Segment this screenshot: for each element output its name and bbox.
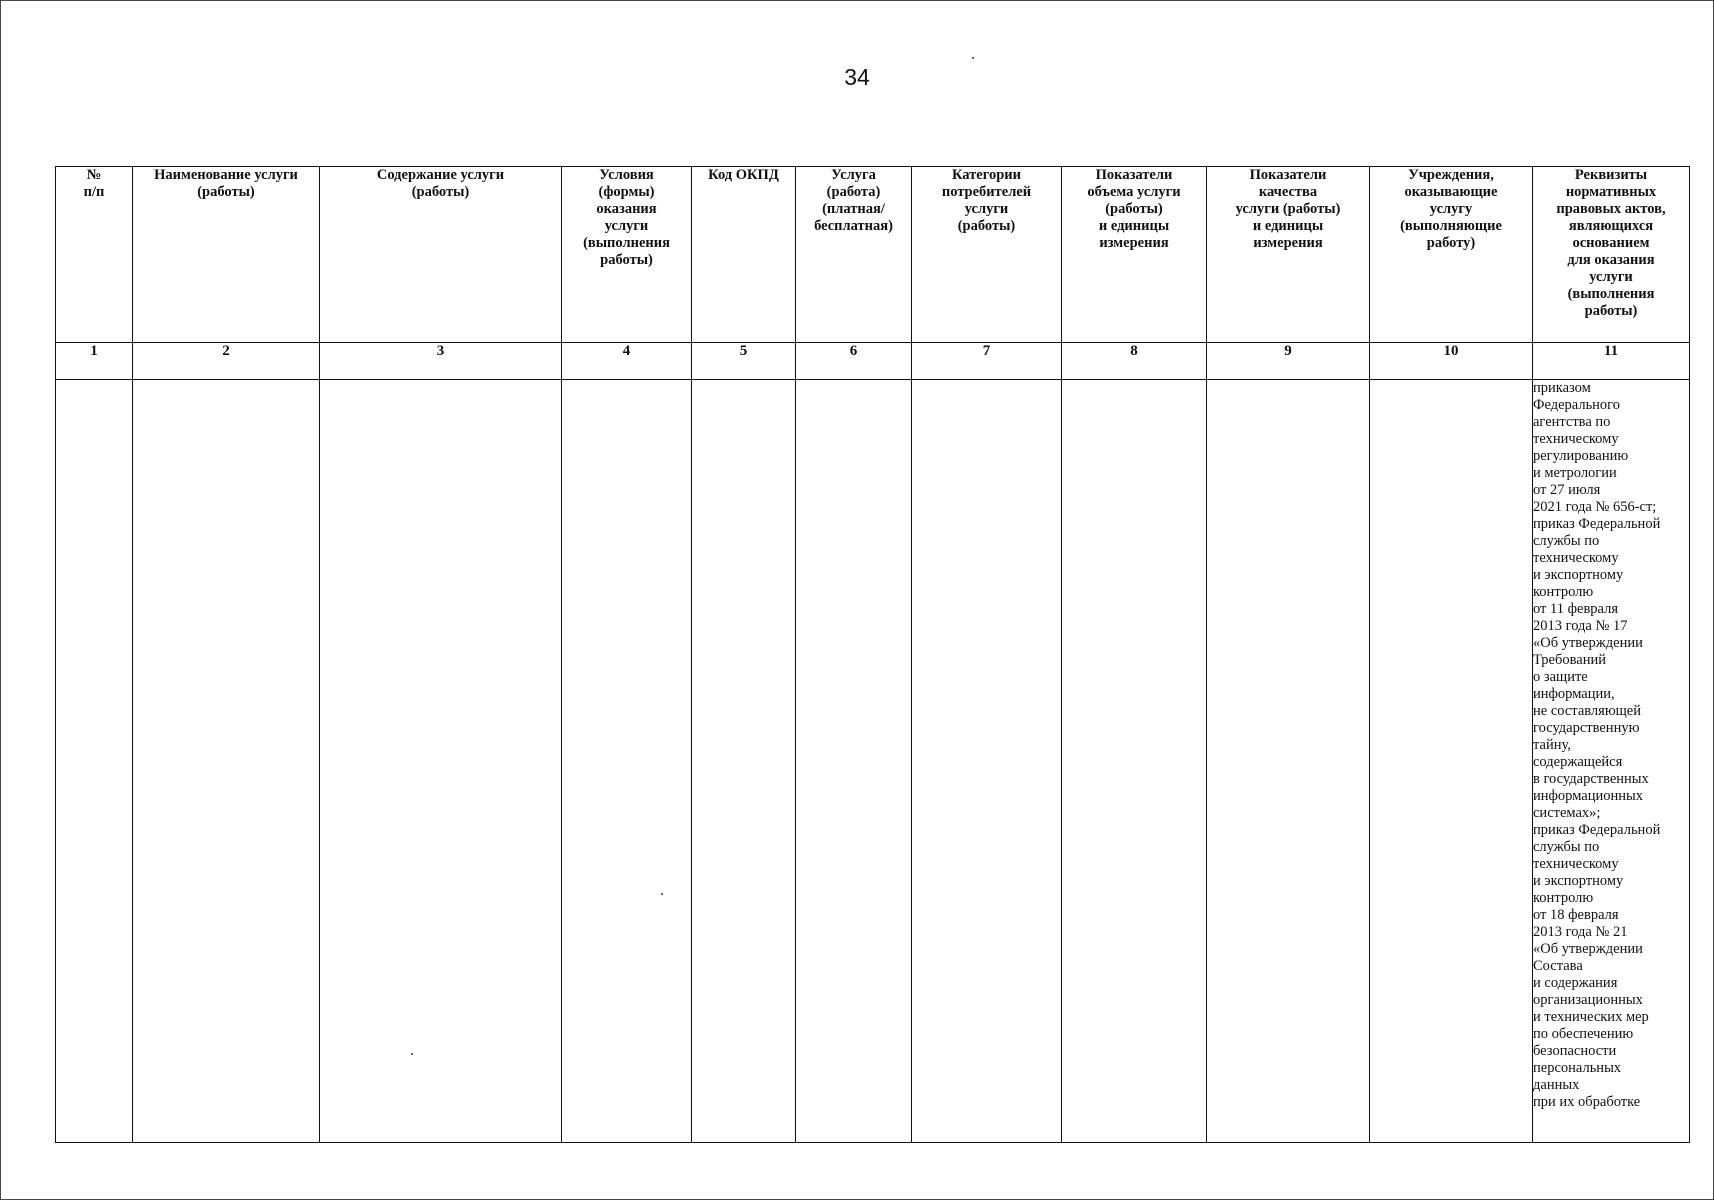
column-number: 6 (796, 343, 912, 380)
header-col-2: Наименование услуги (работы) (133, 167, 320, 343)
header-col-10: Учреждения, оказывающие услугу (выполняющие работу) (1370, 167, 1533, 343)
header-col-1: № п/п (56, 167, 133, 343)
column-number: 9 (1207, 343, 1370, 380)
header-col-3: Содержание услуги (работы) (320, 167, 562, 343)
page-number: 34 (844, 64, 870, 90)
column-number: 7 (912, 343, 1062, 380)
column-number: 10 (1370, 343, 1533, 380)
cell-okpd-code (692, 380, 796, 1143)
column-number-row (56, 343, 1690, 380)
cell-legal-acts: приказом Федерального агентства по техническому регулированию и метрологии от 27 июля 2021 года № 656-ст; приказ Федеральной службы по техническому и экспортному контролю от 11 февраля 2013 года № 17 «Об утверждении Требований о защите информации, не составляющей государственную тайну, содержащейся в государственных информационных системах»; приказ Федеральной службы по техническому и экспортному контролю от 18 февраля 2013 года № 21 «Об утверждении Состава и содержания организационных и технических мер по обеспечению безопасности персональных данных при их обработке (1533, 380, 1690, 1143)
column-number: 3 (320, 343, 562, 380)
cell-consumer-categories (912, 380, 1062, 1143)
cell-conditions (562, 380, 692, 1143)
cell-number (56, 380, 133, 1143)
header-col-8: Показатели объема услуги (работы) и единицы измерения (1062, 167, 1207, 343)
header-row (56, 167, 1690, 343)
header-col-5: Код ОКПД (692, 167, 796, 343)
column-number: 11 (1533, 343, 1690, 380)
scan-speck (972, 57, 974, 59)
cell-paid-free (796, 380, 912, 1143)
cell-quality-indicators (1207, 380, 1370, 1143)
cell-volume-indicators (1062, 380, 1207, 1143)
cell-institutions (1370, 380, 1533, 1143)
header-col-7: Категории потребителей услуги (работы) (912, 167, 1062, 343)
header-col-6: Услуга (работа) (платная/ бесплатная) (796, 167, 912, 343)
services-table (55, 166, 1690, 1143)
column-number: 5 (692, 343, 796, 380)
column-number: 1 (56, 343, 133, 380)
header-col-11: Реквизиты нормативных правовых актов, являющихся основанием для оказания услуги (выполнения работы) (1533, 167, 1690, 343)
table-row (56, 380, 1690, 1143)
column-number: 8 (1062, 343, 1207, 380)
cell-service-content (320, 380, 562, 1143)
column-number: 2 (133, 343, 320, 380)
column-number: 4 (562, 343, 692, 380)
cell-service-name (133, 380, 320, 1143)
header-col-9: Показатели качества услуги (работы) и единицы измерения (1207, 167, 1370, 343)
header-col-4: Условия (формы) оказания услуги (выполнения работы) (562, 167, 692, 343)
